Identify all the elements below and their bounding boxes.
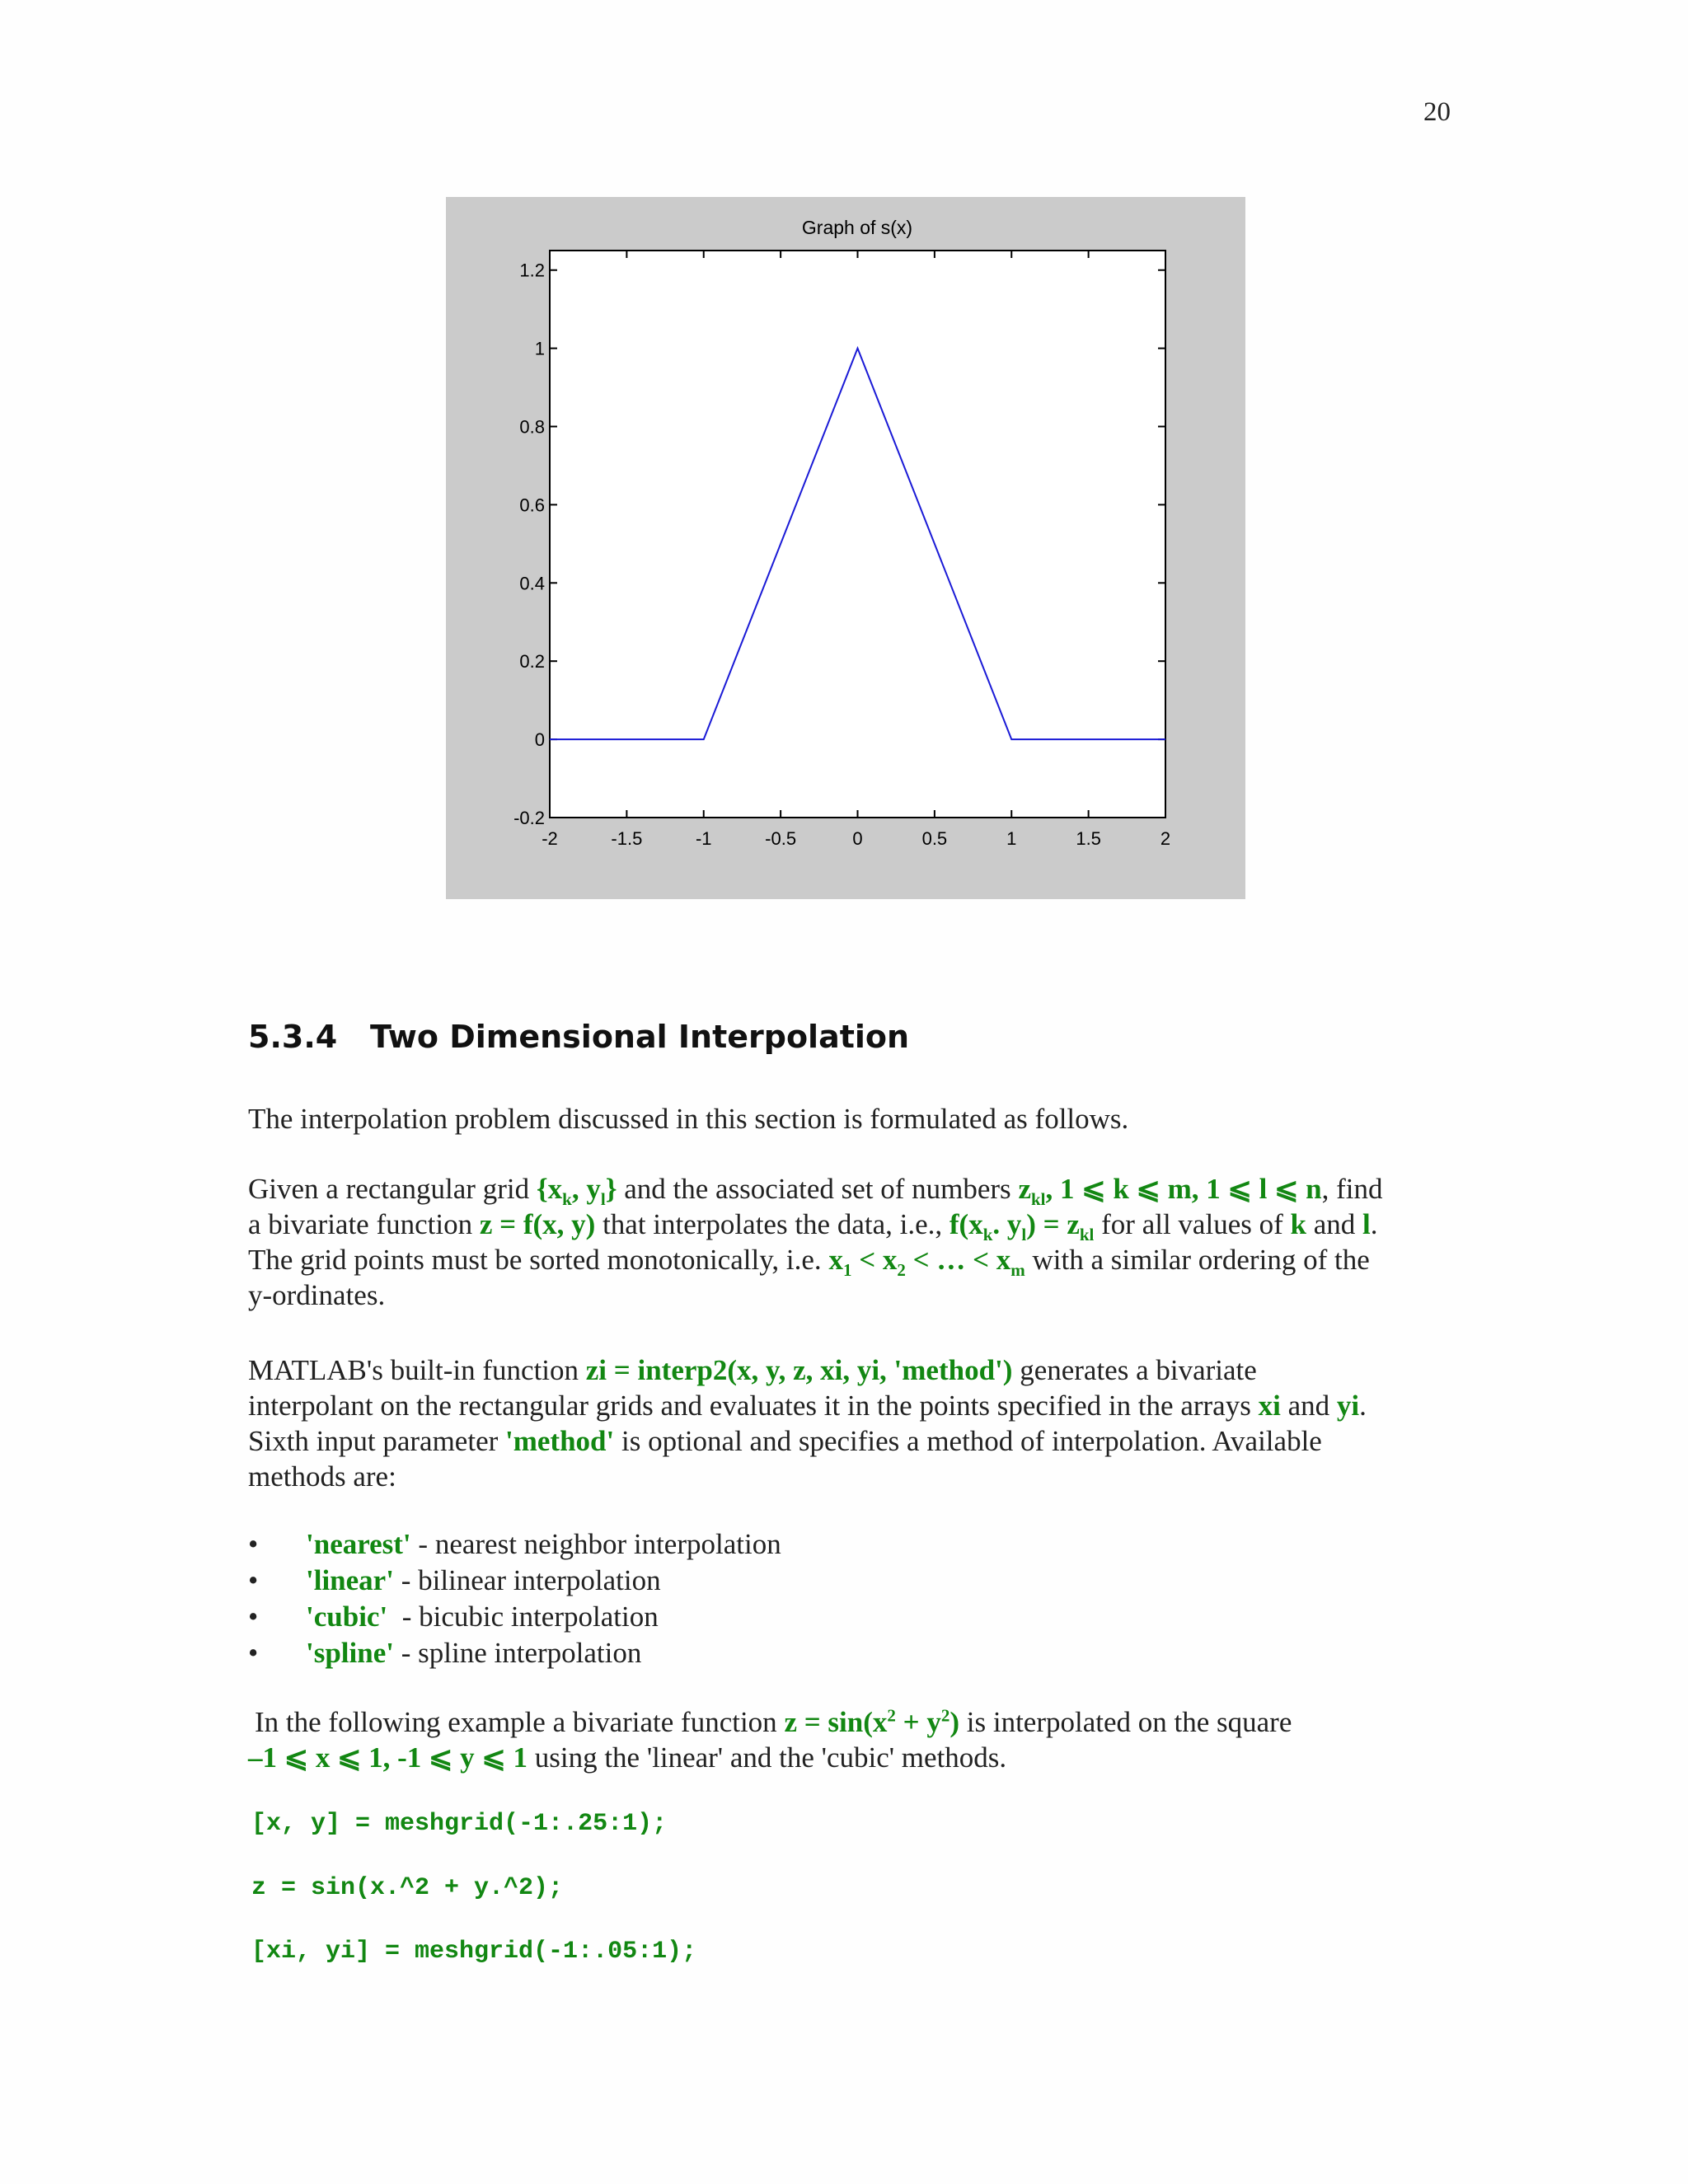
grid-expr: {$x_k$, $y_l$} — [536, 1173, 617, 1209]
x-tick-label: 0.5 — [921, 828, 948, 849]
problem-line-4: y-ordinates. — [248, 1279, 386, 1311]
x-tick-label: 2 — [1160, 828, 1171, 849]
function-expr: z = f(x, y) — [479, 1208, 596, 1240]
figure-graph-of-s — [446, 197, 1245, 899]
x-tick-label: 1 — [1006, 828, 1017, 849]
y-tick-label: 0.8 — [519, 416, 545, 438]
paragraph-interp2: MATLAB's built-in function zi = interp2(x, y, z, xi, yi, 'method') generates a bivariate interpolant on the rectangular grids and evaluates it in the points specified in the arrays xi and yi. Sixth input parameter 'method' is optional and specifies a method of interpolation. Available methods are: — [248, 1354, 1367, 1493]
list-item: • 'spline' - spline interpolation — [248, 1637, 642, 1669]
list-item: • 'nearest' - nearest neighbor interpolation — [248, 1528, 781, 1560]
section-number: 5.3.4 — [248, 1019, 338, 1055]
section-title: Two Dimensional Interpolation — [370, 1019, 910, 1055]
chart-title: Graph of s(x) — [801, 217, 913, 238]
problem-line-3: The grid points must be sorted monotonically, i.e. $x_1 < x_2$ < … < $x_m$ with a similar ordering of the — [248, 1244, 1370, 1280]
page-number: 20 — [1423, 97, 1451, 127]
problem-line-2: a bivariate function z = f(x, y) that interpolates the data, i.e., $f(x_k$. $y_l) = z_{kl}$ for all values of k and l. — [248, 1208, 1378, 1244]
z-kl-expr: $z_{kl}$, 1 ⩽ k ⩽ m, 1 ⩽ l ⩽ n — [1018, 1173, 1322, 1209]
section-heading — [248, 1019, 909, 1055]
code-line: [x, y] = meshgrid(-1:.25:1); — [251, 1810, 668, 1838]
code-line: [xi, yi] = meshgrid(-1:.05:1); — [251, 1938, 697, 1966]
code-line: z = sin(x.^2 + y.^2); — [251, 1874, 564, 1902]
paragraph-example: In the following example a bivariate function $z = \sin(x^2 + y^2)$ is interpolated on the square –1 ⩽ x ⩽ 1, -1 ⩽ y ⩽ 1 using the 'linear' and the 'cubic' methods. — [248, 1705, 1292, 1774]
paragraph-problem — [248, 1171, 1468, 1313]
interp2-call: zi = interp2(x, y, z, xi, yi, 'method') — [585, 1354, 1013, 1386]
y-tick-label: -0.2 — [513, 808, 545, 828]
y-tick-label: 0.6 — [519, 494, 545, 516]
list-item: • 'linear' - bilinear interpolation — [248, 1564, 661, 1596]
x-tick-label: -1 — [695, 828, 712, 849]
line-chart — [446, 197, 1245, 899]
list-item: • 'cubic' - bicubic interpolation — [248, 1601, 659, 1633]
example-domain: –1 ⩽ x ⩽ 1, -1 ⩽ y ⩽ 1 — [248, 1741, 528, 1774]
x-tick-label: -0.5 — [765, 828, 797, 849]
example-function: $z = \sin(x^2 + y^2)$ — [784, 1705, 959, 1738]
y-tick-label: 1 — [534, 338, 545, 359]
interp-condition: $f(x_k$. $y_l) = z_{kl}$ — [949, 1208, 1095, 1244]
problem-line-1: Given a rectangular grid {$x_k$, $y_l$} and the associated set of numbers $z_{kl}$, 1 ⩽ k ⩽ m, 1 ⩽ l ⩽ n, find — [248, 1173, 1383, 1209]
ordering-expr: $x_1 < x_2$ < … < $x_m$ — [828, 1244, 1025, 1280]
methods-list — [248, 1526, 781, 1671]
plot-area — [550, 251, 1165, 818]
y-tick-label: 0.2 — [519, 651, 545, 673]
x-tick-label: -2 — [542, 828, 558, 849]
x-tick-label: 1.5 — [1076, 828, 1101, 849]
y-tick-label: 1.2 — [519, 260, 545, 281]
y-tick-label: 0 — [534, 729, 545, 751]
x-tick-label: -1.5 — [611, 828, 643, 849]
x-tick-label: 0 — [852, 828, 863, 849]
y-tick-label: 0.4 — [519, 573, 545, 594]
paragraph-intro: The interpolation problem discussed in this section is formulated as follows. — [248, 1103, 1129, 1135]
